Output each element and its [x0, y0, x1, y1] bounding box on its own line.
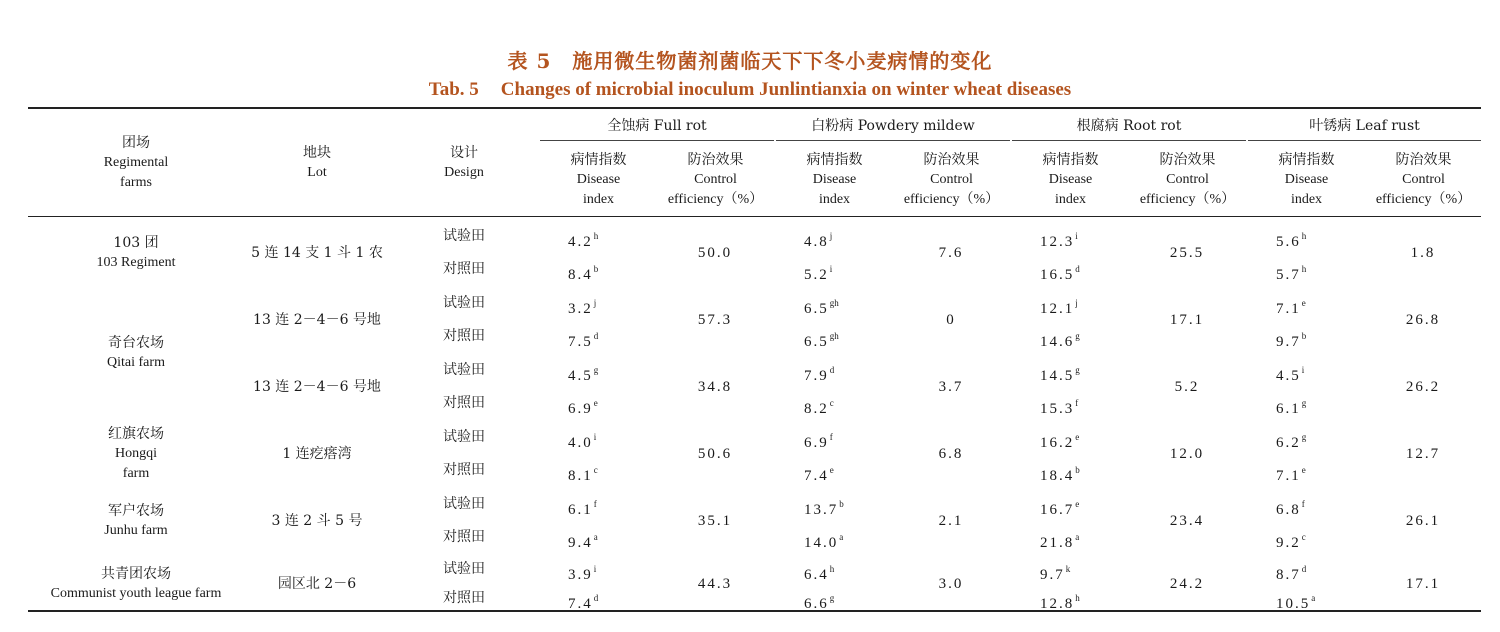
lot-cell: 13 连 2－4－6 号地 — [253, 378, 381, 395]
control-efficiency-value: 57.3 — [697, 311, 733, 328]
control-efficiency-value: 17.1 — [1169, 311, 1205, 328]
disease-index-value: 6.9e — [568, 398, 598, 417]
design-cell: 试验田 — [443, 561, 485, 577]
control-efficiency-value: 26.1 — [1405, 512, 1441, 529]
disease-index-value: 16.2e — [1040, 432, 1080, 451]
disease-index-value: 16.5$^d$ — [1040, 264, 1080, 283]
disease-index-value: 4.5$^g$ — [568, 365, 599, 384]
farm-name: 军户农场 Junhu farm — [104, 502, 168, 538]
disease-index-value: 7.1e — [1276, 465, 1306, 484]
control-efficiency-value: 50.0 — [697, 244, 733, 261]
control-efficiency-value: 35.1 — [697, 512, 733, 529]
disease-index-value: 7.4$^d$ — [568, 593, 599, 612]
design-cell: 试验田 — [443, 362, 485, 378]
disease-index-value: 12.8$^h$ — [1040, 593, 1080, 612]
disease-index-value: 9.7$^k$ — [1040, 564, 1071, 583]
control-efficiency-value: 44.3 — [697, 575, 733, 592]
design-cell: 试验田 — [443, 496, 485, 512]
disease-index-value: 9.2$^c$ — [1276, 532, 1306, 551]
control-efficiency-value: 26.8 — [1405, 311, 1441, 328]
disease-index-value: 6.5$^{gh}$ — [804, 298, 839, 317]
disease-index-value: 4.8$^j$ — [804, 231, 833, 250]
disease-index-value: 12.1$^j$ — [1040, 298, 1078, 317]
disease-index-value: 4.2$^h$ — [568, 231, 599, 250]
subheader-disease-index: 病情指数 Disease index — [570, 152, 627, 207]
disease-index-value: 14.5$^g$ — [1040, 365, 1080, 384]
header-design: 设计 Design — [444, 145, 484, 180]
disease-index-value: 7.1e — [1276, 298, 1306, 317]
control-efficiency-value: 2.1 — [938, 512, 964, 529]
disease-index-value: 16.7e — [1040, 499, 1080, 518]
header-rule — [28, 216, 1481, 217]
disease-index-value: 6.8$^f$ — [1276, 499, 1305, 518]
disease-index-value: 8.2$^c$ — [804, 398, 834, 417]
group-underline-full-rot — [540, 140, 774, 141]
bottom-rule — [28, 610, 1481, 612]
disease-index-value: 7.4e — [804, 465, 834, 484]
header-group-leaf-rust: 叶锈病 Leaf rust — [1309, 118, 1420, 134]
farm-name: 103 团 103 Regiment — [96, 234, 176, 270]
header-farm: 团场 Regimental farms — [103, 135, 169, 190]
disease-index-value: 8.4$^b$ — [568, 264, 599, 283]
header-group-powdery-mildew: 白粉病 Powdery mildew — [811, 118, 975, 134]
control-efficiency-value: 12.7 — [1405, 445, 1441, 462]
group-underline-root-rot — [1012, 140, 1246, 141]
control-efficiency-value: 0 — [946, 311, 956, 328]
disease-index-value: 6.1$^g$ — [1276, 398, 1307, 417]
caption-chinese: 表 5 施用微生物菌剂菌临天下下冬小麦病情的变化 — [507, 49, 993, 73]
disease-index-value: 4.5$^i$ — [1276, 365, 1305, 384]
control-efficiency-value: 6.8 — [938, 445, 964, 462]
table-number: Tab. 5 — [428, 79, 479, 100]
subheader-control-efficiency: 防治效果 Control efficiency（%） — [903, 152, 1000, 207]
control-efficiency-value: 3.7 — [938, 378, 964, 395]
disease-index-value: 5.7$^h$ — [1276, 264, 1307, 283]
disease-index-value: 6.5$^{gh}$ — [804, 331, 839, 350]
design-cell: 试验田 — [443, 429, 485, 445]
subheader-disease-index: 病情指数 Disease index — [1278, 152, 1335, 207]
disease-index-value: 8.7$^d$ — [1276, 564, 1307, 583]
lot-cell: 园区北 2－6 — [277, 575, 357, 592]
disease-index-value: 5.2$^i$ — [804, 264, 833, 283]
farm-name: 奇台农场 Qitai farm — [107, 335, 165, 370]
design-cell: 对照田 — [443, 462, 485, 478]
disease-index-value: 10.5$^a$ — [1276, 593, 1316, 612]
design-cell: 对照田 — [443, 328, 485, 344]
disease-index-value: 14.0$^a$ — [804, 532, 844, 551]
header-lot: 地块 Lot — [303, 145, 331, 180]
design-cell: 对照田 — [443, 590, 485, 606]
design-cell: 对照田 — [443, 261, 485, 277]
control-efficiency-value: 3.0 — [938, 575, 964, 592]
subheader-control-efficiency: 防治效果 Control efficiency（%） — [1139, 152, 1236, 207]
group-underline-leaf-rust — [1248, 140, 1481, 141]
control-efficiency-value: 23.4 — [1169, 512, 1205, 529]
disease-index-value: 6.1$^f$ — [568, 499, 597, 518]
disease-index-value: 21.8$^a$ — [1040, 532, 1080, 551]
disease-index-value: 3.9$^i$ — [568, 564, 597, 583]
table-caption — [0, 46, 1500, 104]
control-efficiency-value: 5.2 — [1174, 378, 1200, 395]
lot-cell: 3 连 2 斗 5 号 — [271, 512, 363, 529]
disease-index-value: 3.2$^j$ — [568, 298, 597, 317]
control-efficiency-value: 34.8 — [697, 378, 733, 395]
disease-index-value: 6.2$^g$ — [1276, 432, 1307, 451]
table-title: Changes of microbial inoculum Junlintianxia on winter wheat diseases — [500, 79, 1072, 100]
disease-index-value: 9.7$^b$ — [1276, 331, 1307, 350]
disease-index-value: 4.0$^i$ — [568, 432, 597, 451]
lot-cell: 13 连 2－4－6 号地 — [253, 311, 381, 328]
group-underline-powdery-mildew — [776, 140, 1010, 141]
disease-index-value: 14.6$^g$ — [1040, 331, 1080, 350]
subheader-disease-index: 病情指数 Disease index — [1042, 152, 1099, 207]
disease-index-value: 12.3$^i$ — [1040, 231, 1078, 250]
control-efficiency-value: 26.2 — [1405, 378, 1441, 395]
disease-index-value: 6.6$^g$ — [804, 593, 835, 612]
design-cell: 试验田 — [443, 228, 485, 244]
header-group-full-rot: 全蚀病 Full rot — [607, 118, 707, 134]
subheader-control-efficiency: 防治效果 Control efficiency（%） — [667, 152, 764, 207]
control-efficiency-value: 50.6 — [697, 445, 733, 462]
caption-english — [0, 76, 1500, 104]
control-efficiency-value: 7.6 — [938, 244, 964, 261]
header-group-root-rot: 根腐病 Root rot — [1076, 118, 1182, 134]
design-cell: 对照田 — [443, 529, 485, 545]
design-cell: 试验田 — [443, 295, 485, 311]
subheader-disease-index: 病情指数 Disease index — [806, 152, 863, 207]
disease-index-value: 13.7$^b$ — [804, 499, 844, 518]
control-efficiency-value: 17.1 — [1405, 575, 1441, 592]
disease-index-value: 7.5$^d$ — [568, 331, 599, 350]
farm-name: 红旗农场 Hongqi farm — [108, 425, 164, 481]
design-cell: 对照田 — [443, 395, 485, 411]
disease-index-value: 15.3$^f$ — [1040, 398, 1079, 417]
disease-index-value: 7.9$^d$ — [804, 365, 835, 384]
control-efficiency-value: 12.0 — [1169, 445, 1205, 462]
top-rule — [28, 107, 1481, 109]
control-efficiency-value: 1.8 — [1410, 244, 1436, 261]
disease-index-value: 6.9$^f$ — [804, 432, 833, 451]
farm-name: 共青团农场 Communist youth league farm — [50, 565, 222, 601]
lot-cell: 1 连疙瘩湾 — [282, 445, 352, 462]
disease-index-value: 8.1$^c$ — [568, 465, 598, 484]
subheader-control-efficiency: 防治效果 Control efficiency（%） — [1375, 152, 1472, 207]
disease-index-value: 9.4$^a$ — [568, 532, 598, 551]
lot-cell: 5 连 14 支 1 斗 1 农 — [251, 244, 383, 261]
disease-index-value: 5.6$^h$ — [1276, 231, 1307, 250]
disease-index-value: 6.4$^h$ — [804, 564, 835, 583]
control-efficiency-value: 25.5 — [1169, 244, 1205, 261]
control-efficiency-value: 24.2 — [1169, 575, 1205, 592]
disease-index-value: 18.4$^b$ — [1040, 465, 1080, 484]
